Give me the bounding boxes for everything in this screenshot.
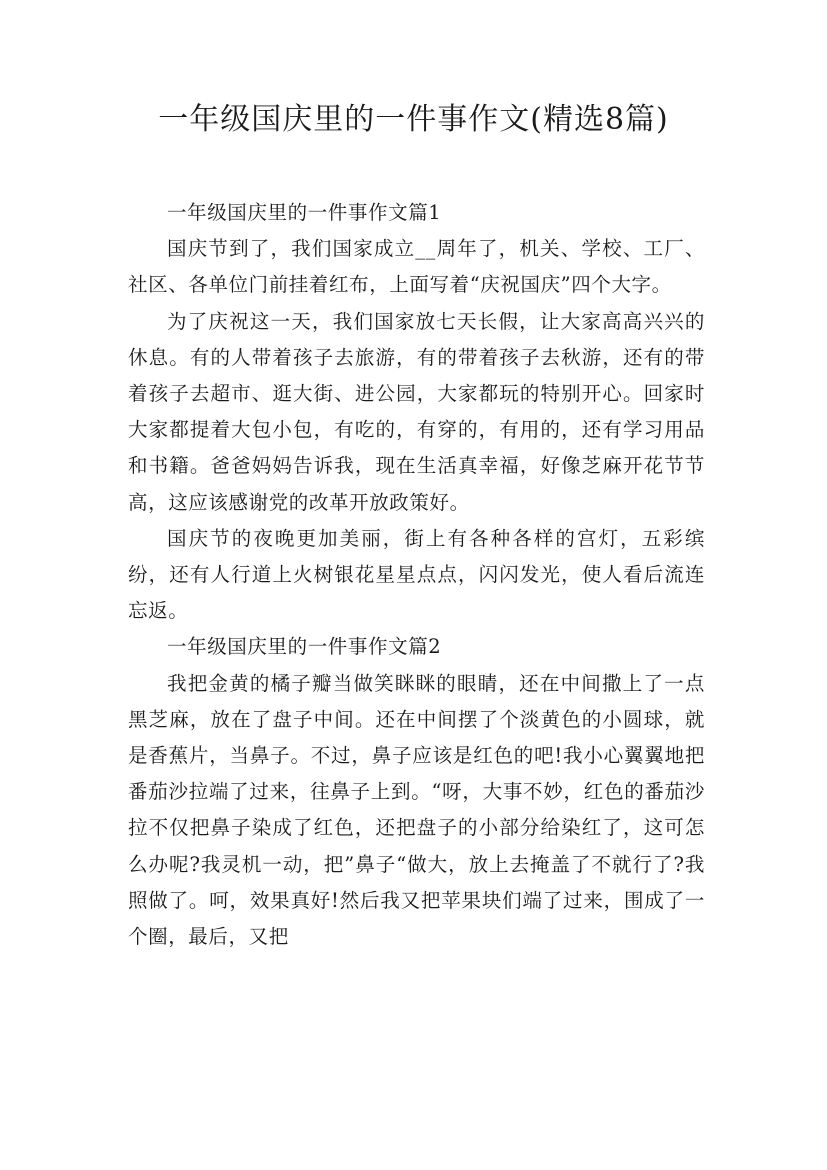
paragraph: 我把金黄的橘子瓣当做笑眯眯的眼睛，还在中间撒上了一点黑芝麻，放在了盘子中间。还在中间摆了个淡黄色的小圆球，就是香蕉片，当鼻子。不过，鼻子应该是红色的吧!我小心翼翼地把番茄沙拉端了过来，往鼻子上到。“呀，大事不妙，红色的番茄沙拉不仅把鼻子染成了红色，还把盘子的小部分给染红了，这可怎么办呢?我灵机一动，把”鼻子“做大，放上去掩盖了不就行了?我照做了。呵，效果真好!然后我又把苹果块们端了过来，围成了一个圈，最后，又把: [128, 671, 705, 949]
document-body: [128, 195, 705, 955]
document-title: 一年级国庆里的一件事作文(精选8篇): [158, 102, 669, 137]
paragraph: 为了庆祝这一天，我们国家放七天长假，让大家高高兴兴的休息。有的人带着孩子去旅游，有的带着孩子去秋游，还有的带着孩子去超市、逛大街、进公园，大家都玩的特别开心。回家时大家都提着大包小包，有吃的，有穿的，有用的，还有学习用品和书籍。爸爸妈妈告诉我，现在生活真幸福，好像芝麻开花节节高，这应该感谢党的改革开放政策好。: [128, 309, 705, 514]
paragraph: 国庆节的夜晚更加美丽，街上有各种各样的宫灯，五彩缤纷，还有人行道上火树银花星星点点，闪闪发光，使人看后流连忘返。: [128, 526, 705, 623]
section-heading: 一年级国庆里的一件事作文篇2: [167, 635, 442, 659]
paragraph: 国庆节到了，我们国家成立__周年了，机关、学校、工厂、社区、各单位门前挂着红布，上面写着“庆祝国庆”四个大字。: [128, 237, 705, 297]
section-heading: 一年级国庆里的一件事作文篇1: [167, 201, 442, 224]
